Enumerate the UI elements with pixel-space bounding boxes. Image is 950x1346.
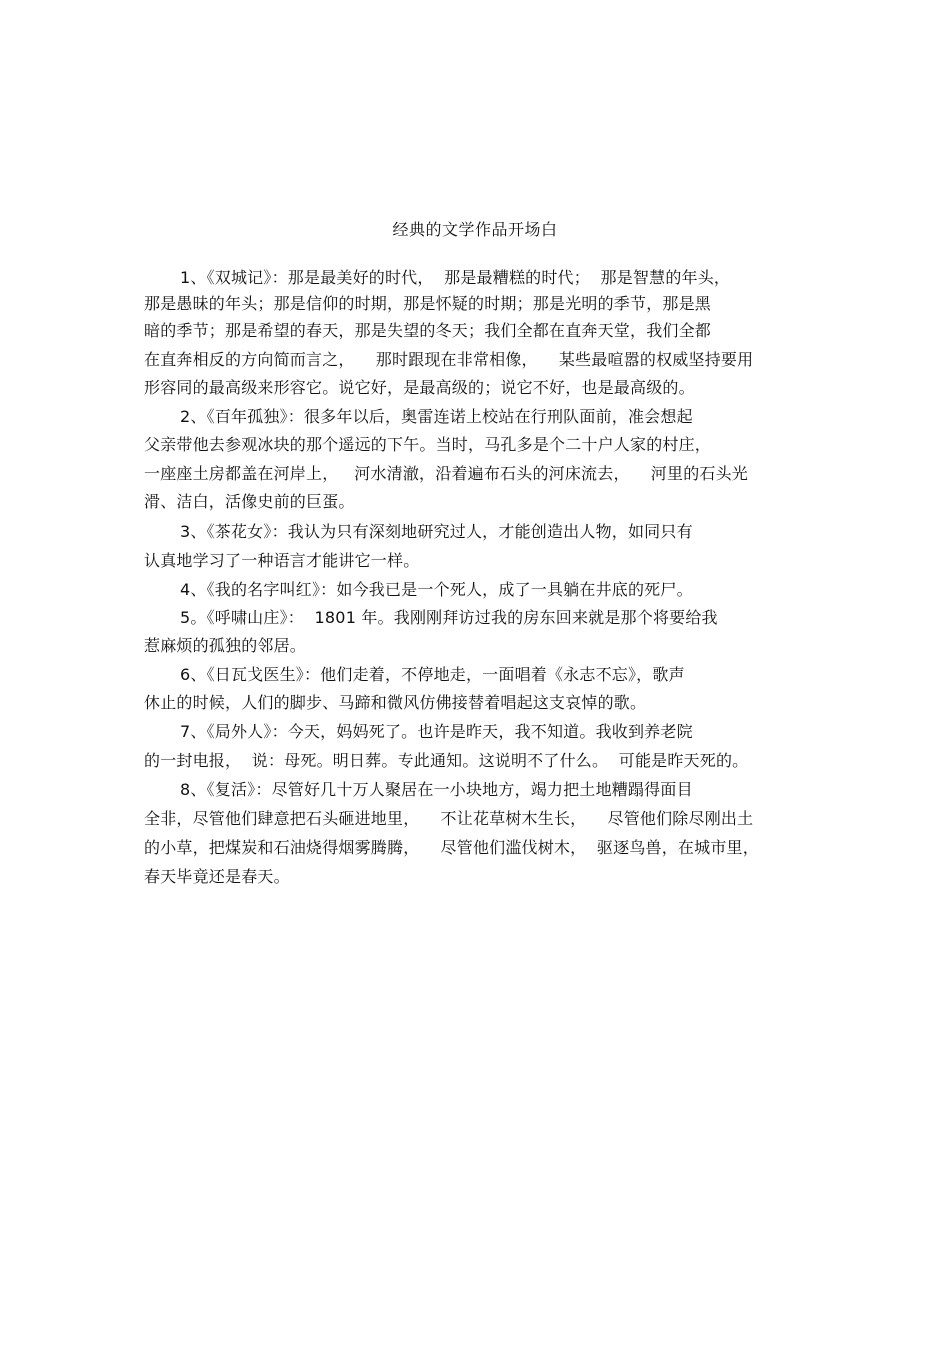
paragraph-line: 7、《局外人》：今天，妈妈死了。也许是昨天，我不知道。我收到养老院 xyxy=(180,722,693,741)
paragraph-line: 2、《百年孤独》：很多年以后，奥雷连诺上校站在行刑队面前，准会想起 xyxy=(180,407,693,426)
paragraph-line: 8、《复活》：尽管好几十万人聚居在一小块地方，竭力把土地糟蹋得面目 xyxy=(180,780,693,799)
paragraph-line: 父亲带他去参观冰块的那个遥远的下午。当时，马孔多是个二十户人家的村庄， xyxy=(144,435,712,454)
paragraph-line: 形容同的最高级来形容它。说它好，是最高级的；说它不好，也是最高级的。 xyxy=(144,378,695,397)
paragraph-line: 一座座土房都盖在河岸上， 河水清澈，沿着遍布石头的河床流去， 河里的石头光 xyxy=(144,464,749,483)
paragraph-line: 6、《日瓦戈医生》：他们走着，不停地走，一面唱着《永志不忘》，歌声 xyxy=(180,665,685,684)
paragraph-line: 5。《呼啸山庄》： 1801 年。我刚刚拜访过我的房东回来就是那个将要给我 xyxy=(180,608,718,627)
paragraph-line: 暗的季节；那是希望的春天，那是失望的冬天；我们全都在直奔天堂，我们全都 xyxy=(144,321,712,340)
paragraph-line: 惹麻烦的孤独的邻居。 xyxy=(144,636,307,655)
paragraph-line: 滑、洁白，活像史前的巨蛋。 xyxy=(144,492,355,511)
paragraph-line: 3、《茶花女》：我认为只有深刻地研究过人，才能创造出人物，如同只有 xyxy=(180,522,693,541)
paragraph-line: 在直奔相反的方向简而言之， 那时跟现在非常相像， 某些最喧嚣的权威坚持要用 xyxy=(144,350,754,369)
paragraph-line: 春天毕竟还是春天。 xyxy=(144,867,290,886)
paragraph-line: 1、《双城记》：那是最美好的时代， 那是最糟糕的时代； 那是智慧的年头， xyxy=(180,268,731,287)
paragraph-line: 休止的时候，人们的脚步、马蹄和微风仿佛接替着唱起这支哀悼的歌。 xyxy=(144,693,647,712)
paragraph-line: 全非，尽管他们肆意把石头砸进地里， 不让花草树木生长， 尽管他们除尽刚出土 xyxy=(144,809,754,828)
paragraph-line: 那是愚昧的年头；那是信仰的时期，那是怀疑的时期；那是光明的季节，那是黑 xyxy=(144,294,712,313)
document-title: 经典的文学作品开场白 xyxy=(392,220,558,239)
paragraph-line: 的一封电报， 说：母死。明日葬。专此通知。这说明不了什么。 可能是昨天死的。 xyxy=(144,751,749,770)
paragraph-line: 认真地学习了一种语言才能讲它一样。 xyxy=(144,551,420,570)
paragraph-line: 的小草，把煤炭和石油烧得烟雾腾腾， 尽管他们滥伐树木， 驱逐鸟兽，在城市里， xyxy=(144,838,759,857)
paragraph-line: 4、《我的名字叫红》：如今我已是一个死人，成了一具躺在井底的死尸。 xyxy=(180,580,693,599)
